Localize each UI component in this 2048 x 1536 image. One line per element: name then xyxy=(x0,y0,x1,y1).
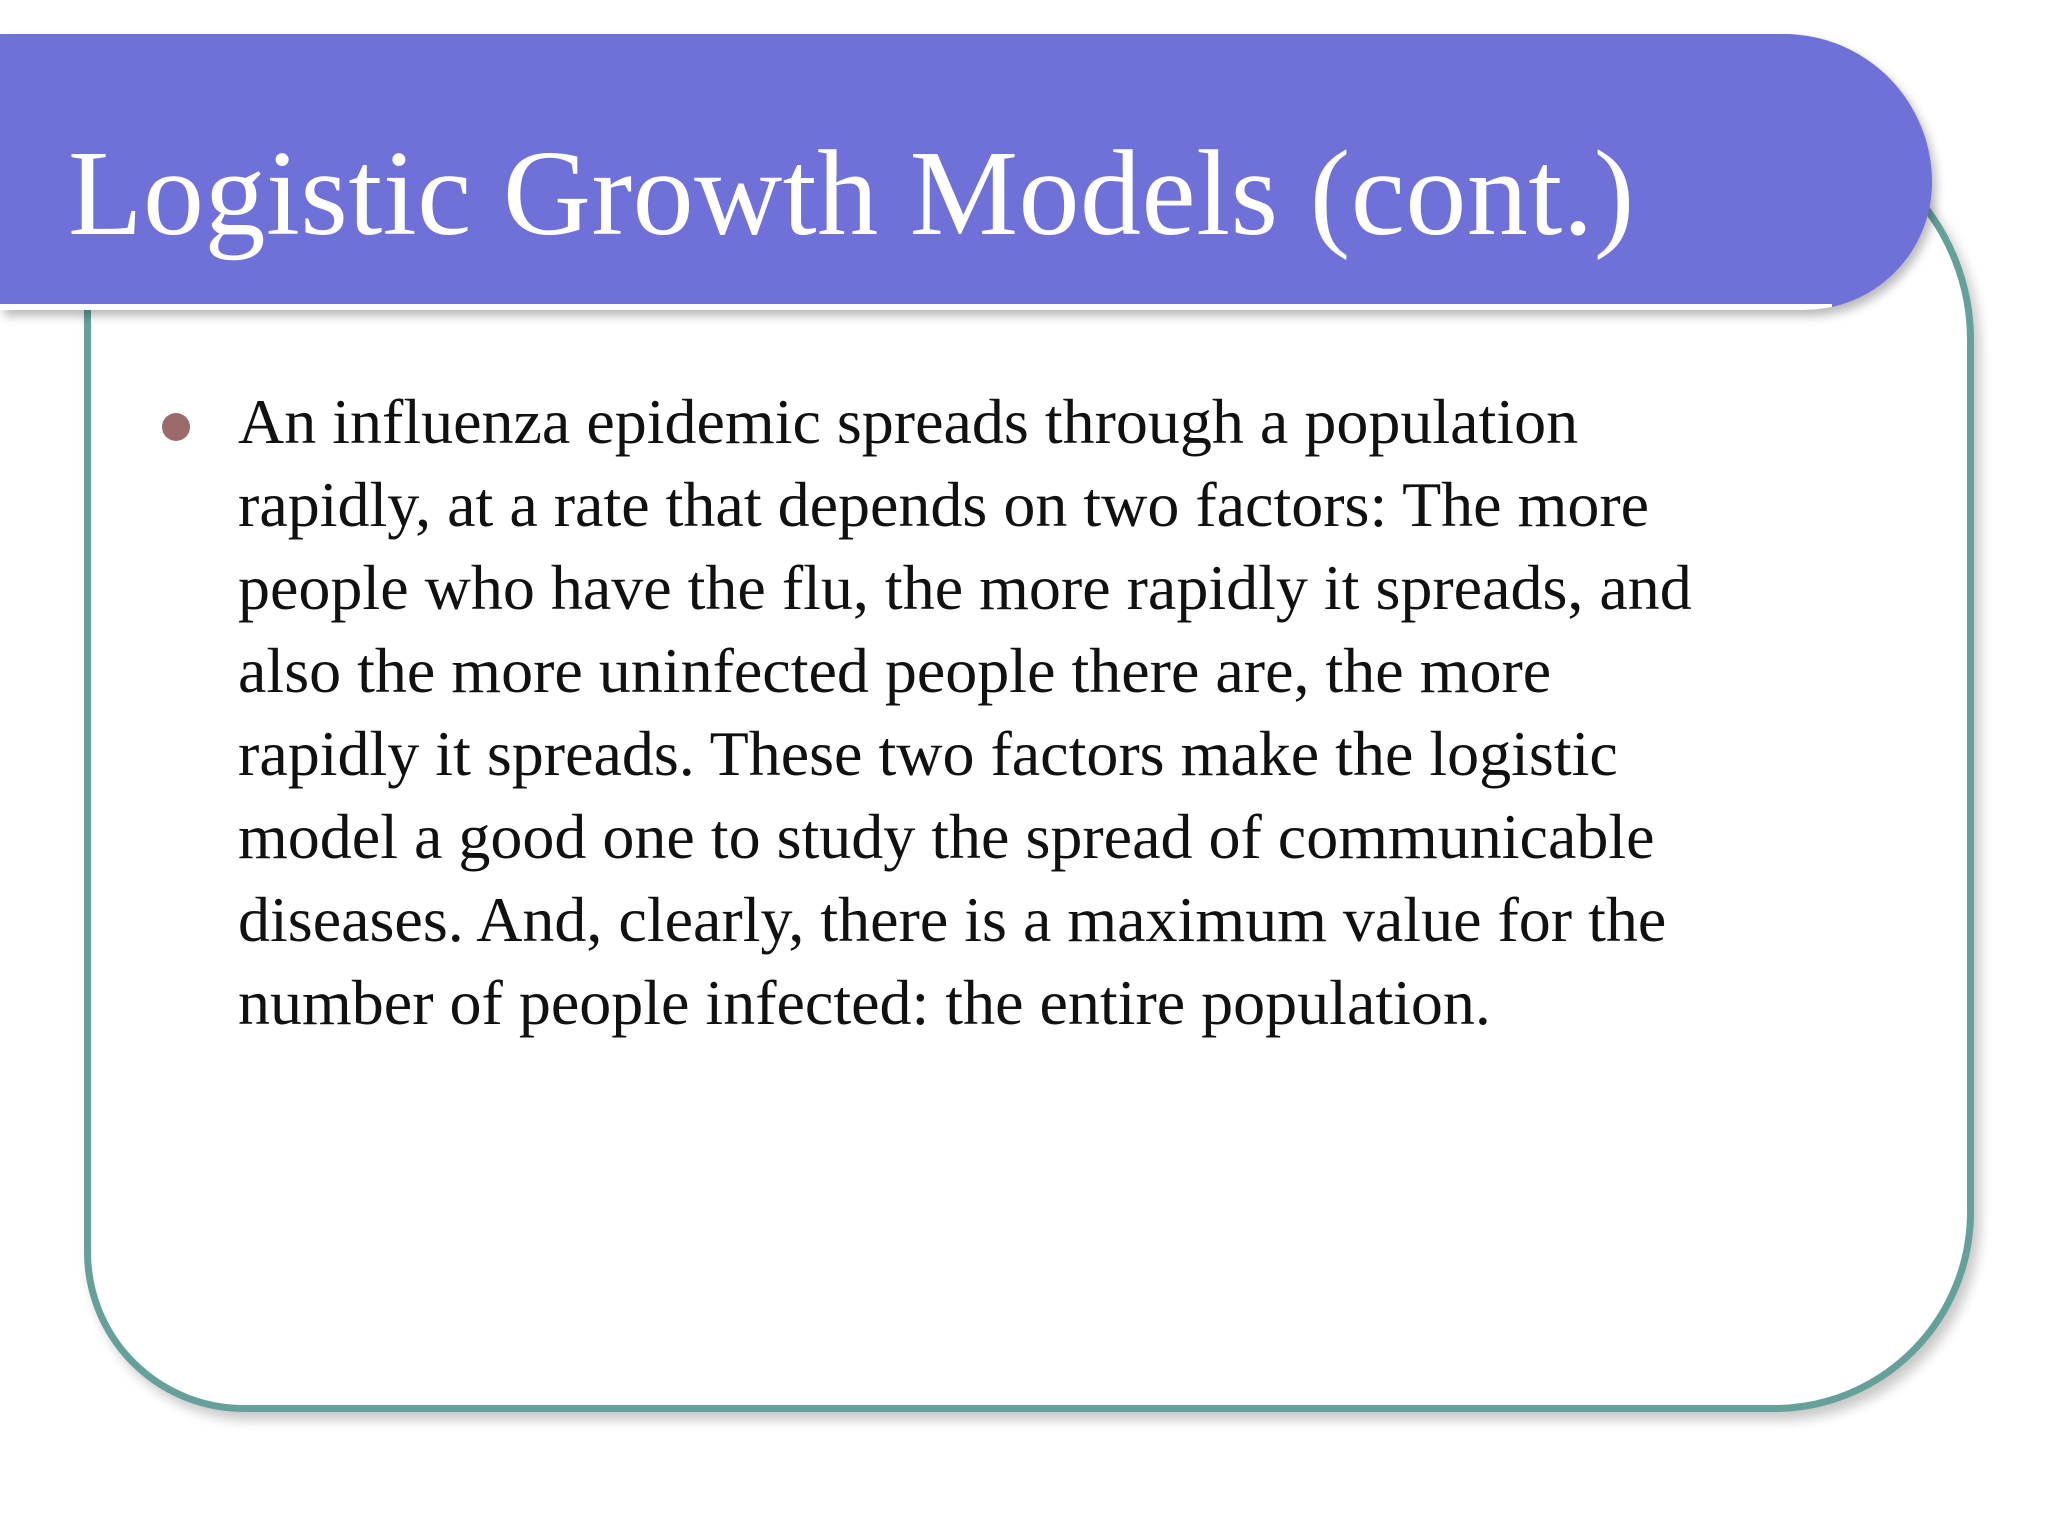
bullet-dot-icon xyxy=(162,413,190,441)
title-bar xyxy=(0,34,1932,310)
bullet-list xyxy=(160,380,1930,1044)
title-underline xyxy=(0,304,1832,310)
bullet-item xyxy=(160,380,1930,1044)
bullet-text: An influenza epidemic spreads through a population rapidly, at a rate that depends on two factors: The more people who have the flu, the more rapidly it spreads, and also the more uninfected people there are, the more rapidly it spreads. These two factors make the logistic model a good one to study the spread of communicable diseases. And, clearly, there is a maximum value for the number of people infected: the entire population. xyxy=(238,386,1692,1038)
slide-title: Logistic Growth Models (cont.) xyxy=(68,126,1635,261)
